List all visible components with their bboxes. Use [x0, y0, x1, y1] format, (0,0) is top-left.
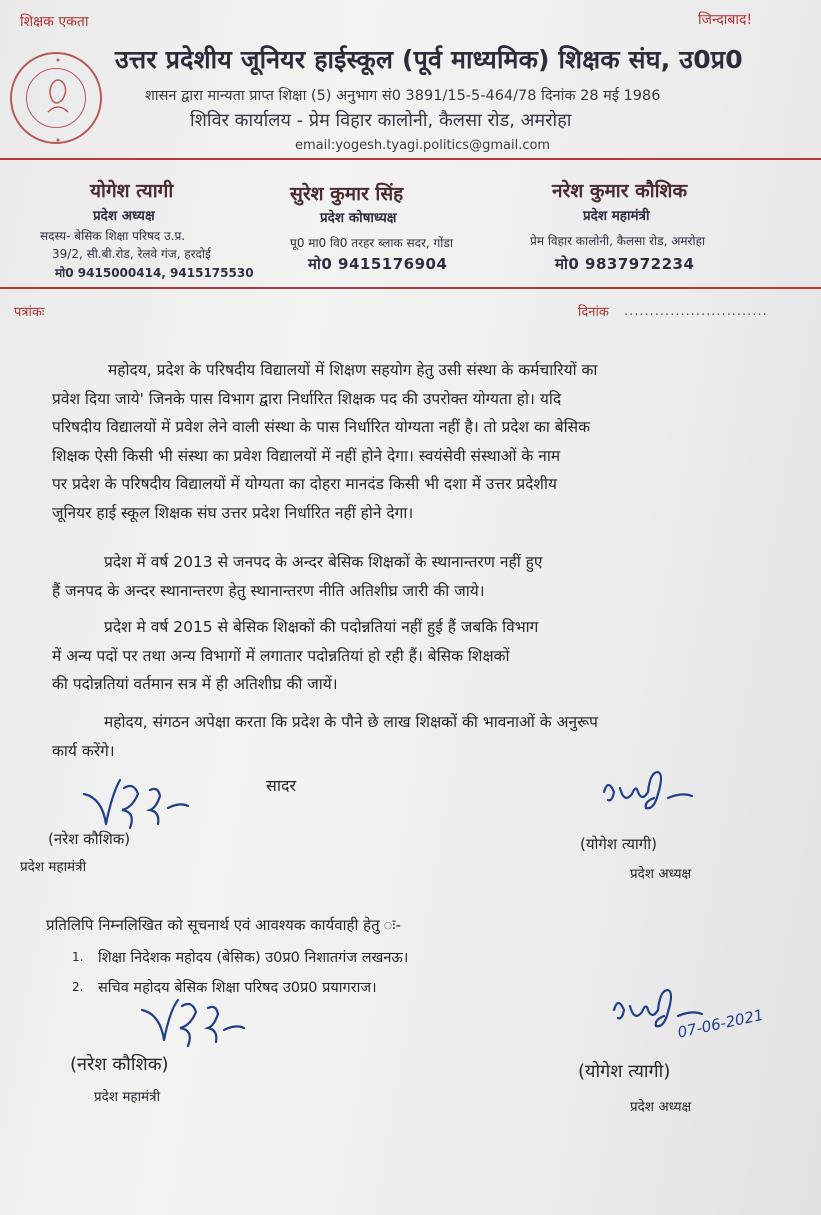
- signature-top-left-name: (नरेश कौशिक): [48, 830, 131, 848]
- officer-3-address-1: प्रेम विहार कालोनी, कैलसा रोड, अमरोहा: [530, 234, 706, 248]
- paragraph-2: [52, 548, 752, 605]
- signature-top-right-post: प्रदेश अध्यक्ष: [630, 866, 692, 882]
- paragraph-2-line-1: प्रदेश में वर्ष 2013 से जनपद के अन्दर बेसिक शिक्षकों के स्थानान्तरण नहीं हुए: [104, 553, 543, 571]
- officer-2-post: प्रदेश कोषाध्यक्ष: [320, 210, 397, 226]
- copy-item-1-number: 1.: [72, 950, 84, 964]
- officer-2-address-1: पू0 मा0 वि0 तरहर ब्लाक सदर, गोंडा: [290, 236, 453, 250]
- officer-1-name: योगेश त्यागी: [90, 180, 174, 202]
- signature-yogesh-top: [598, 768, 698, 824]
- paragraph-1-line-4: शिक्षक ऐसी किसी भी संस्था का प्रवेश विद्यालयों में नहीं होने देगा। स्वयंसेवी संस्थाओं के नाम: [52, 446, 561, 465]
- paragraph-1-line-6: जूनियर हाई स्कूल शिक्षक संघ उत्तर प्रदेश निर्धारित नहीं होने देगा।: [52, 503, 414, 522]
- paragraph-4-line-1: महोदय, संगठन अपेक्षा करता कि प्रदेश के पौने छे लाख शिक्षकों की भावनाओं के अनुरूप: [104, 713, 598, 731]
- signature-bottom-right-post: प्रदेश अध्यक्ष: [630, 1099, 692, 1115]
- slogan-right: जिन्दाबाद!: [698, 12, 753, 28]
- officer-2-phone: मो0 9415176904: [308, 255, 448, 273]
- paragraph-2-line-2: हैं जनपद के अन्दर स्थानान्तरण हेतु स्थानान्तरण नीति अतिशीघ्र जारी की जाये।: [52, 581, 485, 600]
- paragraph-3-line-1: प्रदेश मे वर्ष 2015 से बेसिक शिक्षकों की पदोन्नतियां नहीं हुई हैं जबकि विभाग: [104, 618, 539, 636]
- paragraph-1-line-1: महोदय, प्रदेश के परिषदीय विद्यालयों में शिक्षण सहयोग हेतु उसी संस्था के कर्मचारियों का: [108, 361, 598, 379]
- copy-item-2-text: सचिव महोदय बेसिक शिक्षा परिषद उ0प्र0 प्रयागराज।: [98, 980, 377, 996]
- signature-bottom-right-name: (योगेश त्यागी): [578, 1061, 671, 1082]
- organization-seal: [10, 52, 102, 144]
- paragraph-1-line-3: परिषदीय विद्यालयों में प्रवेश लेने वाली संस्था के पास निर्धारित योग्यता नहीं है। तो प्रदेश का बेसिक: [52, 418, 591, 436]
- paragraph-3-line-2: में अन्य पदों पर तथा अन्य विभागों में लगातार पदोन्नतियां हो रही हैं। बेसिक शिक्षकों: [52, 646, 510, 665]
- signature-naresh-bottom: [138, 996, 248, 1052]
- officer-1-address-2: 39/2, सी.बी.रोड, रेलवे गंज, हरदोई: [52, 247, 211, 261]
- copy-to-intro: प्रतिलिपि निम्नलिखित को सूचनार्थ एवं आवश्यक कार्यवाही हेतु ः-: [46, 916, 401, 934]
- camp-office-line: शिविर कार्यालय - प्रेम विहार कालोनी, कैलसा रोड, अमरोहा: [190, 110, 572, 131]
- signature-bottom-left-post: प्रदेश महामंत्री: [94, 1089, 161, 1105]
- officer-3-post: प्रदेश महामंत्री: [583, 208, 650, 224]
- officer-1-address-1: सदस्य- बेसिक शिक्षा परिषद उ.प्र.: [40, 229, 186, 243]
- officer-1-phone: मो0 9415000414, 9415175530: [55, 266, 254, 280]
- organization-name: उत्तर प्रदेशीय जूनियर हाईस्कूल (पूर्व माध्यमिक) शिक्षक संघ, उ0प्र0: [115, 45, 743, 74]
- slogan-left: शिक्षक एकता: [20, 14, 89, 30]
- closing-sadar: सादर: [266, 776, 297, 795]
- recognition-line: शासन द्वारा मान्यता प्राप्त शिक्षा (5) अनुभाग सं0 3891/15-5-464/78 दिनांक 28 मई 1986: [145, 88, 661, 104]
- officer-2-name: सुरेश कुमार सिंह: [290, 183, 404, 205]
- paragraph-4-line-2: कार्य करेंगे।: [52, 741, 115, 760]
- officer-3-name: नरेश कुमार कौशिक: [552, 180, 688, 202]
- officers-divider: [0, 287, 821, 289]
- email-line: email:yogesh.tyagi.politics@gmail.com: [295, 138, 551, 153]
- paragraph-1: [52, 356, 752, 527]
- patrank-label: पत्रांकः: [14, 305, 45, 320]
- officer-1-post: प्रदेश अध्यक्ष: [93, 208, 155, 224]
- copy-item-1-text: शिक्षा निदेशक महोदय (बेसिक) उ0प्र0 निशातगंज लखनऊ।: [98, 950, 409, 966]
- officer-3-phone: मो0 9837972234: [555, 255, 695, 273]
- signature-naresh-top: [80, 778, 190, 834]
- date-blank: ............................: [624, 304, 768, 319]
- paragraph-3-line-3: की पदोन्नतियां वर्तमान सत्र में ही अतिशीघ्र की जायें।: [52, 675, 338, 693]
- copy-item-2-number: 2.: [72, 980, 84, 994]
- paragraph-1-line-5: पर प्रदेश के परिषदीय विद्यालयों में योग्यता का दोहरा मानदंड किसी भी दशा में उत्तर प्रदेशीय: [52, 475, 557, 493]
- paragraph-3: [52, 613, 752, 699]
- paragraph-4: [52, 708, 752, 765]
- paragraph-1-line-2: प्रवेश दिया जाये' जिनके पास विभाग द्वारा निर्धारित शिक्षक पद की उपरोक्त योग्यता हो। यदि: [52, 389, 562, 408]
- signature-top-left-post: प्रदेश महामंत्री: [20, 859, 87, 875]
- date-label: दिनांक: [578, 305, 609, 320]
- signature-bottom-left-name: (नरेश कौशिक): [70, 1054, 169, 1075]
- signature-top-right-name: (योगेश त्यागी): [580, 835, 657, 853]
- header-divider: [0, 158, 821, 160]
- handwritten-date: 07-06-2021: [676, 1005, 766, 1042]
